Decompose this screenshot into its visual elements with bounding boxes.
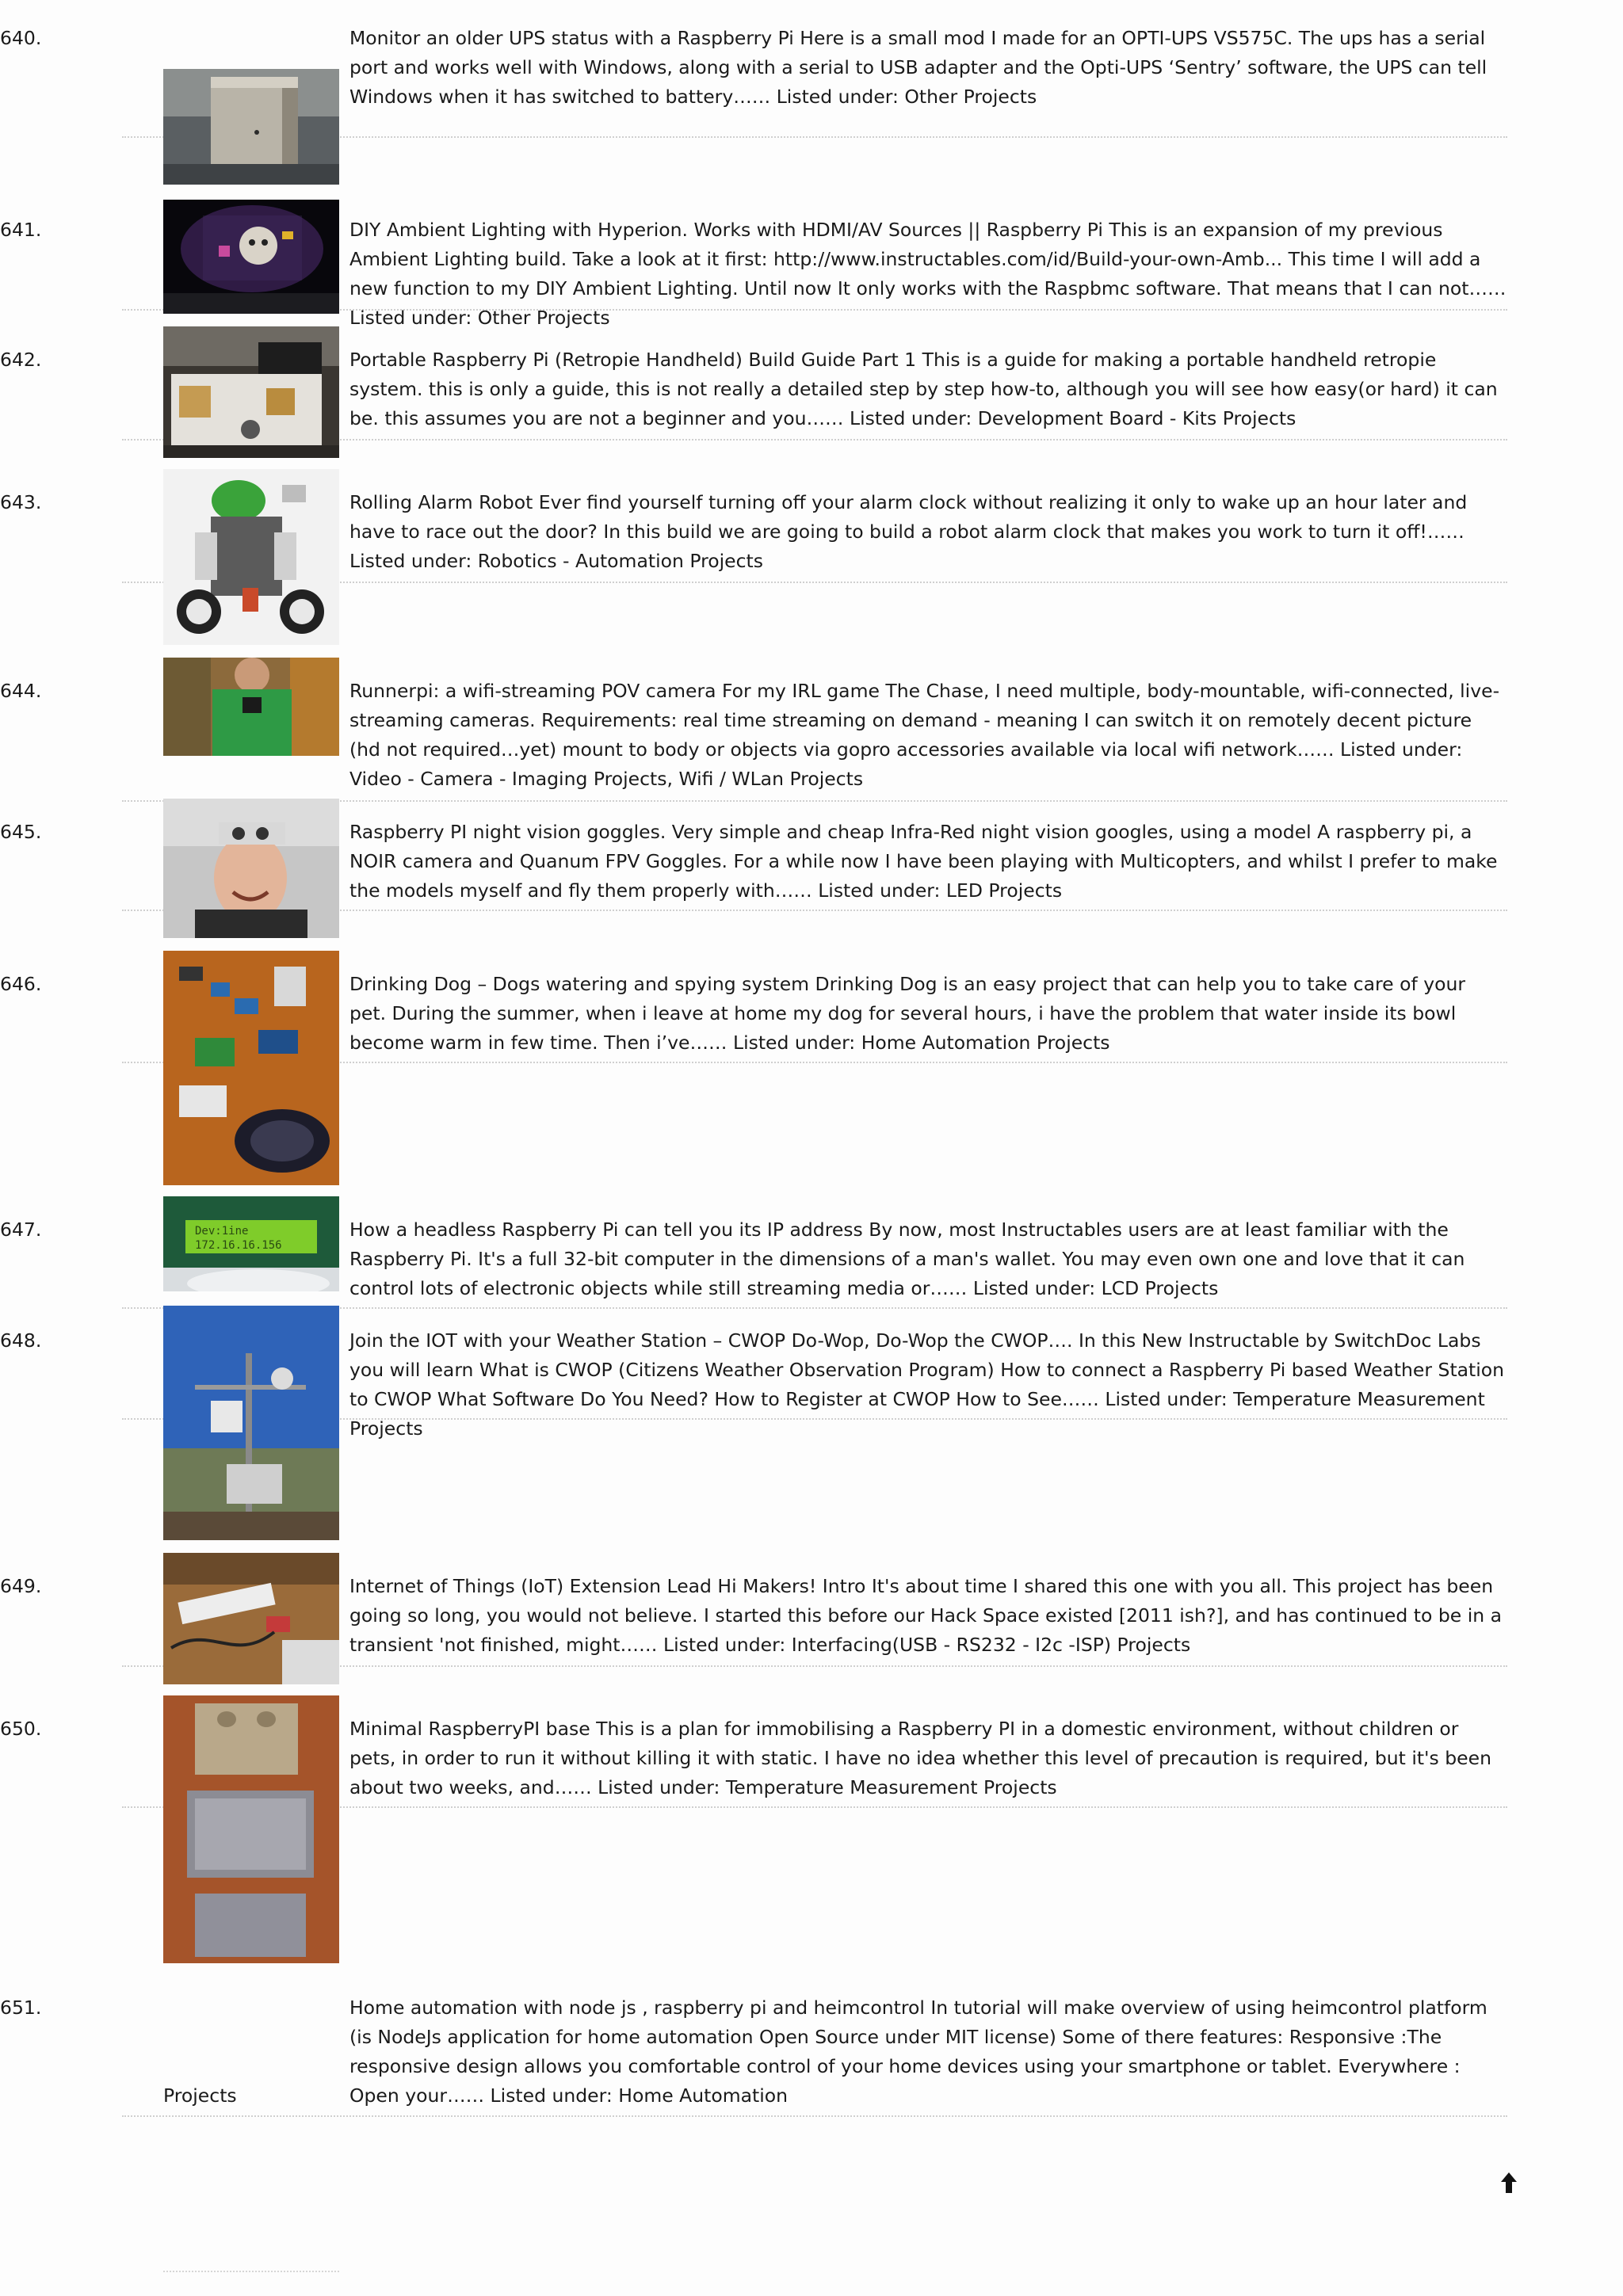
- list-item: [0, 322, 1507, 441]
- night-vision-thumbnail[interactable]: [163, 799, 339, 938]
- lcd-line-1: Dev:1ine: [195, 1225, 249, 1238]
- item-number: 651.: [0, 1997, 42, 2019]
- item-description-tail[interactable]: Projects: [163, 2084, 237, 2107]
- item-number: 647.: [0, 1219, 42, 1241]
- list-item: [0, 1302, 1507, 1440]
- divider: [163, 2271, 339, 2272]
- item-number: 640.: [0, 27, 42, 49]
- ups-thumbnail[interactable]: [163, 69, 339, 185]
- list-item: [0, 0, 1507, 138]
- list-item: [0, 1970, 1507, 2117]
- item-number: 641.: [0, 219, 42, 241]
- item-description[interactable]: Portable Raspberry Pi (Retropie Handheld) Build Guide Part 1 This is a guide for making a portable handheld retropie system. this is only a guide, this is not really a detailed step by step how-to, although you will see how easy(or hard) it can be. this assumes you are not a beginner and you…… Listed under: Development Board - Kits Projects: [349, 349, 1498, 429]
- weather-station-thumbnail[interactable]: [163, 1306, 339, 1540]
- item-number: 644.: [0, 680, 42, 702]
- item-number: 646.: [0, 973, 42, 995]
- item-description[interactable]: Raspberry PI night vision goggles. Very simple and cheap Infra-Red night vision googles, using a model A raspberry pi, a NOIR camera and Quanum FPV Goggles. For a while now I have been playing with Multicopters, and whilst I prefer to make the models myself and fly them properly with…… Listed under: LED Projects: [349, 821, 1498, 902]
- list-item: [0, 1192, 1507, 1309]
- list-item: [0, 653, 1507, 802]
- list-item: [0, 192, 1507, 329]
- handheld-thumbnail[interactable]: [163, 326, 339, 458]
- item-description[interactable]: DIY Ambient Lighting with Hyperion. Works with HDMI/AV Sources || Raspberry Pi This is an expansion of my previous Ambient Lighting build. Take a look at it first: http://www.instructables.com/id/Build-your-own-Amb... This time I will add a new function to my DIY Ambient Lighting. Until now It only works with the Raspbmc software. That means that I can not…… Listed under: Other Projects: [349, 219, 1507, 329]
- list-item: [0, 794, 1507, 911]
- item-description[interactable]: Home automation with node js , raspberry pi and heimcontrol In tutorial will make overview of using heimcontrol platform (is NodeJs application for home automation Open Source under MIT license) Some of there features: Responsive :The responsive design allows you comfortable control of your home devices using your smartphone or tablet. Everywhere : Open your…… Listed under: Home Automation: [349, 1997, 1487, 2107]
- item-description[interactable]: Minimal RaspberryPI base This is a plan for immobilising a Raspberry PI in a domestic environment, without children or pets, in order to run it without killing it with static. I have no idea whether this level of precaution is required, but it's been about two weeks, and…… Listed under: Temperature Measurement Projects: [349, 1718, 1491, 1798]
- alarm-robot-thumbnail[interactable]: [163, 469, 339, 645]
- item-number: 650.: [0, 1718, 42, 1740]
- item-description[interactable]: Internet of Things (IoT) Extension Lead Hi Makers! Intro It's about time I shared this one with you all. This project has been going so long, you would not believe. I started this before our Hack Space existed [2011 ish?], and has continued to be in a transient 'not finished, might…… Listed under: Interfacing(USB - RS232 - I2c -ISP) Projects: [349, 1575, 1502, 1656]
- item-description[interactable]: How a headless Raspberry Pi can tell you its IP address By now, most Instructables users are at least familiar with the Raspberry Pi. It's a full 32-bit computer in the dimensions of a man's wallet. You may even own one and love that it can control lots of electronic objects while still streaming media or…… Listed under: LCD Projects: [349, 1219, 1465, 1299]
- item-description[interactable]: Runnerpi: a wifi-streaming POV camera For my IRL game The Chase, I need multiple, body-mountable, wifi-connected, live-streaming cameras. Requirements: real time streaming on demand - meaning I can switch it on remotely decent picture (hd not required…yet) mount to body or objects via gopro accessories available via local wifi network…… Listed under: Video - Camera - Imaging Projects, Wifi / WLan Projects: [349, 680, 1500, 790]
- item-description[interactable]: Drinking Dog – Dogs watering and spying system Drinking Dog is an easy project that can help you to take care of your pet. During the summer, when i leave at home my dog for several hours, i have the problem that water inside its bowl become warm in few time. Then i’ve…… Listed under: Home Automation Projects: [349, 973, 1466, 1054]
- extension-lead-thumbnail[interactable]: [163, 1553, 339, 1684]
- item-number: 649.: [0, 1575, 42, 1597]
- item-description[interactable]: Join the IOT with your Weather Station – CWOP Do-Wop, Do-Wop the CWOP…. In this New Instructable by SwitchDoc Labs you will learn What is CWOP (Citizens Weather Observation Program) How to connect a Raspberry Pi based Weather Station to CWOP What Software Do You Need? How to Register at CWOP How to See…… Listed under: Temperature Measurement Projects: [349, 1329, 1505, 1440]
- item-number: 643.: [0, 491, 42, 513]
- list-item: [0, 946, 1507, 1063]
- list-item: [0, 1548, 1507, 1667]
- list-item: [0, 464, 1507, 583]
- list-item: [0, 1691, 1507, 1808]
- pi-base-thumbnail[interactable]: [163, 1695, 339, 1963]
- item-description[interactable]: Rolling Alarm Robot Ever find yourself turning off your alarm clock without realizing it only to wake up an hour later and have to race out the door? In this build we are going to build a robot alarm clock that makes you work to turn it off!…… Listed under: Robotics - Automation Projects: [349, 491, 1468, 572]
- scroll-to-top-icon[interactable]: [1499, 2171, 1518, 2195]
- lcd-line-2: 172.16.16.156: [195, 1239, 282, 1252]
- item-number: 645.: [0, 821, 42, 843]
- item-number: 648.: [0, 1329, 42, 1352]
- runnerpi-thumbnail[interactable]: [163, 658, 339, 756]
- drinking-dog-thumbnail[interactable]: [163, 951, 339, 1185]
- ambient-lighting-thumbnail[interactable]: [163, 200, 339, 314]
- item-description[interactable]: Monitor an older UPS status with a Raspberry Pi Here is a small mod I made for an OPTI-UPS VS575C. The ups has a serial port and works well with Windows, along with a serial to USB adapter and the Opti-UPS ‘Sentry’ software, the UPS can tell Windows when it has switched to battery…… Listed under: Other Projects: [349, 27, 1487, 108]
- lcd-ip-thumbnail[interactable]: [163, 1196, 339, 1291]
- item-number: 642.: [0, 349, 42, 371]
